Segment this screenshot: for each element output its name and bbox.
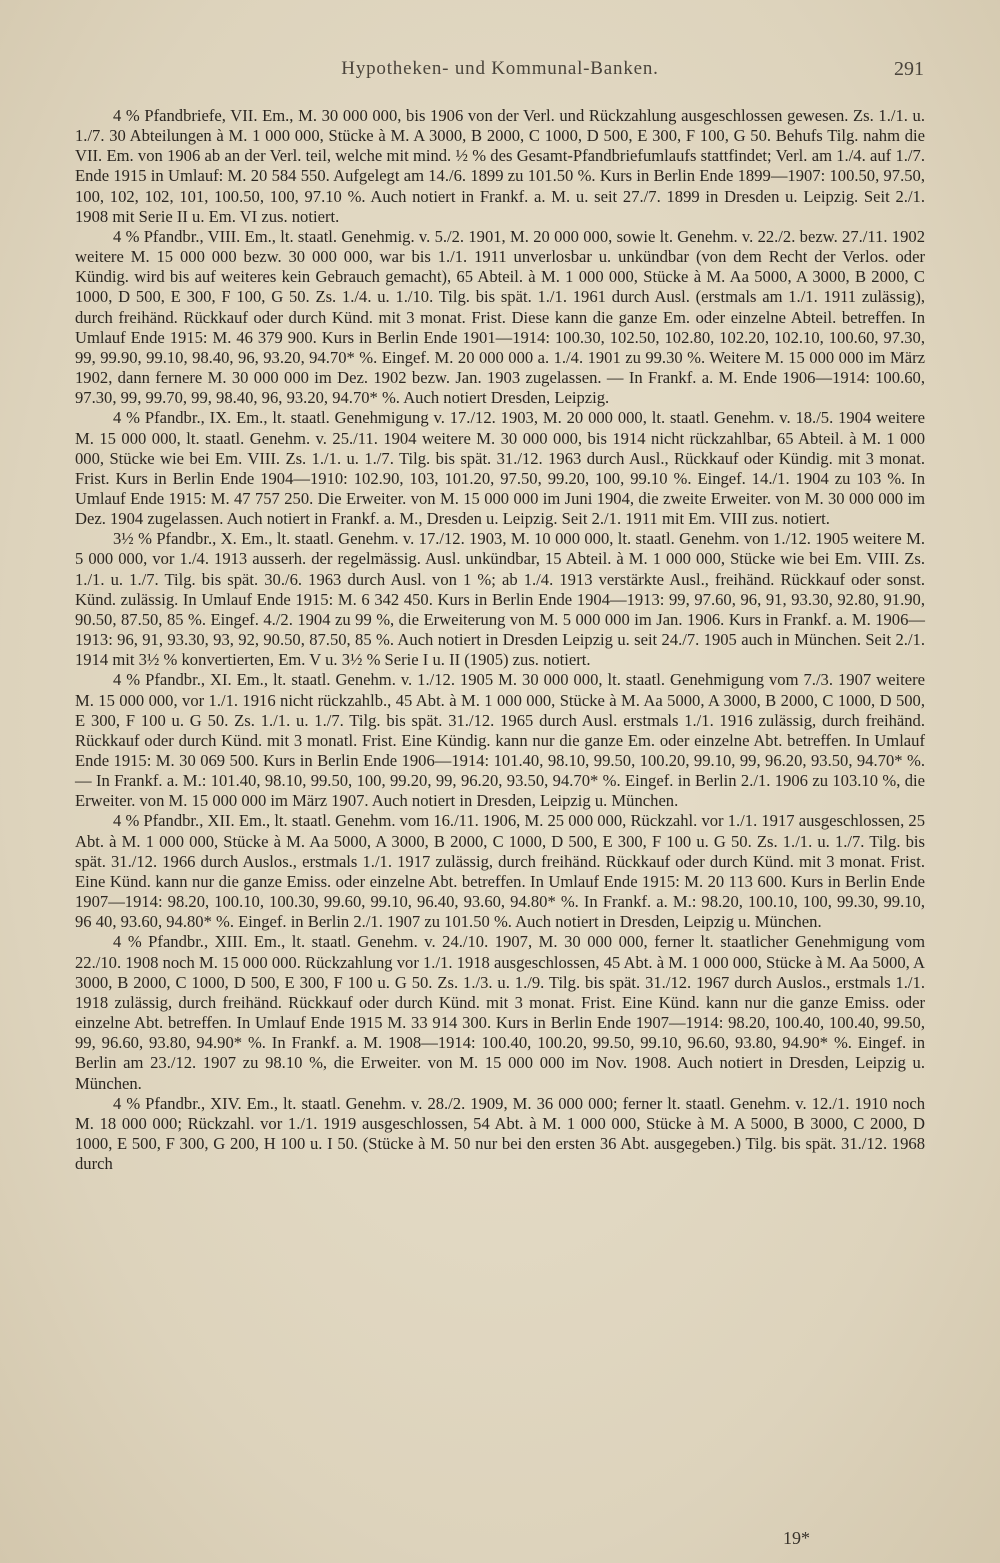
- paragraph-em-xiv: 4 % Pfandbr., XIV. Em., lt. staatl. Genehm. v. 28./2. 1909, M. 36 000 000; ferner lt. staatl. Genehm. v. 12./1. 1910 noch M. 18 000 000; Rückzahl. vor 1./1. 1919 ausgeschlossen, 54 Abt. à M. 1 000 000, Stücke à M. A 5000, B 3000, C 2000, D 1000, E 500, F 300, G 200, H 100 u. I 50. (Stücke à M. 50 nur bei den ersten 36 Abt. ausgegeben.) Tilg. bis spät. 31./12. 1968 durch: [75, 1093, 925, 1174]
- page-title: Hypotheken- und Kommunal-Banken.: [341, 58, 659, 79]
- paragraph-em-x: 3½ % Pfandbr., X. Em., lt. staatl. Genehm. v. 17./12. 1903, M. 10 000 000, lt. staatl. Genehm. von 1./12. 1905 weitere M. 5 000 000, vor 1./4. 1913 ausserh. der regelmässig. Ausl. unkündbar, 15 Abteil. à M. 1 000 000, Stücke wie bei Em. VIII. Zs. 1./1. u. 1./7. Tilg. bis spät. 30./6. 1963 durch Ausl. von 1 %; ab 1./4. 1913 verstärkte Ausl., freihänd. Rückkauf oder sonst. Künd. zulässig. In Umlauf Ende 1915: M. 6 342 450. Kurs in Berlin Ende 1904—1913: 99, 97.60, 96, 91, 93.30, 92.80, 91.90, 90.50, 87.50, 85 %. Eingef. 4./2. 1904 zu 99 %, die Erweiterung von M. 5 000 000 im Jan. 1906. Kurs in Frankf. a. M. 1906—1913: 96, 91, 93.30, 93, 92, 90.50, 87.50, 85 %. Auch notiert in Dresden Leipzig u. seit 24./7. 1905 auch in München. Seit 2./1. 1914 mit 3½ % konvertierten, Em. V u. 3½ % Serie I u. II (1905) zus. notiert.: [75, 529, 925, 670]
- paragraph-em-xiii: 4 % Pfandbr., XIII. Em., lt. staatl. Genehm. v. 24./10. 1907, M. 30 000 000, ferner lt. staatlicher Genehmigung vom 22./10. 1908 noch M. 15 000 000. Rückzahlung vor 1./1. 1918 ausgeschlossen, 45 Abt. à M. 1 000 000, Stücke à M. Aa 5000, A 3000, B 2000, C 1000, D 500, E 300, F 100 u. G 50. Zs. 1./3. u. 1./9. Tilg. bis spät. 31./12. 1967 durch Auslos., erstmals 1./1. 1918 zulässig, durch freihänd. Rückkauf oder durch Künd. mit 3 monat. Frist. Eine Künd. kann nur die ganze Emiss. oder einzelne Abt. betreffen. In Umlauf Ende 1915 M. 33 914 300. Kurs in Berlin Ende 1907—1914: 98.20, 100.40, 100.40, 99.50, 99, 96.60, 93.80, 94.90* %. In Frankf. a. M. 1908—1914: 100.40, 100.20, 99.50, 99.10, 96.60, 93.80, 94.90* %. Eingef. in Berlin am 23./12. 1907 zu 98.10 %, die Erweiter. von M. 15 000 000 im Nov. 1908. Auch notiert in Dresden, Leipzig u. München.: [75, 932, 925, 1093]
- paragraph-em-ix: 4 % Pfandbr., IX. Em., lt. staatl. Genehmigung v. 17./12. 1903, M. 20 000 000, lt. staatl. Genehm. v. 18./5. 1904 weitere M. 15 000 000, lt. staatl. Genehm. v. 25./11. 1904 weitere M. 30 000 000, bis 1914 nicht rückzahlbar, 65 Abteil. à M. 1 000 000, Stücke wie bei Em. VIII. Zs. 1./1. u. 1./7. Tilg. bis spät. 31./12. 1963 durch Ausl., Rückkauf oder Kündig. mit 3 monat. Frist. Kurs in Berlin Ende 1904—1910: 102.90, 103, 101.20, 97.50, 99.20, 100, 99.10 %. Eingef. 14./1. 1904 zu 103 %. In Umlauf Ende 1915: M. 47 757 250. Die Erweiter. von M. 15 000 000 im Juni 1904, die zweite Erweiter. von M. 30 000 000 im Dez. 1904 zugelassen. Auch notiert in Frankf. a. M., Dresden u. Leipzig. Seit 2./1. 1911 mit Em. VIII zus. notiert.: [75, 408, 925, 529]
- paragraph-em-viii: 4 % Pfandbr., VIII. Em., lt. staatl. Genehmig. v. 5./2. 1901, M. 20 000 000, sowie lt. Genehm. v. 22./2. bezw. 27./11. 1902 weitere M. 15 000 000 bezw. 30 000 000, war bis 1./1. 1911 unverlosbar u. unkündbar (von dem Recht der Verlos. oder Kündig. wird bis auf weiteres kein Gebrauch gemacht), 65 Abteil. à M. 1 000 000, Stücke à M. Aa 5000, A 3000, B 2000, C 1000, D 500, E 300, F 100, G 50. Zs. 1./4. u. 1./10. Tilg. bis spät. 1./1. 1961 durch Ausl. (erstmals am 1./1. 1911 zulässig), durch freihänd. Rückkauf oder durch Künd. mit 3 monat. Frist. Diese kann die ganze Em. oder einzelne Abteil. betreffen. In Umlauf Ende 1915: M. 46 379 900. Kurs in Berlin Ende 1901—1914: 100.30, 102.50, 102.80, 102.20, 102.10, 100.60, 97.30, 99, 99.90, 99.10, 98.40, 96, 93.20, 94.70* %. Eingef. M. 20 000 000 a. 1./4. 1901 zu 99.30 %. Weitere M. 15 000 000 im März 1902, dann fernere M. 30 000 000 im Dez. 1902 bezw. Jan. 1903 zugelassen. — In Frankf. a. M. Ende 1906—1914: 100.60, 97.30, 99, 99.70, 99, 98.40, 96, 93.20, 94.70* %. Auch notiert Dresden, Leipzig.: [75, 226, 925, 408]
- page-number: 291: [894, 58, 924, 80]
- signature-mark: 19*: [783, 1528, 810, 1548]
- running-header: [0, 58, 1000, 84]
- paragraph-em-vii: 4 % Pfandbriefe, VII. Em., M. 30 000 000, bis 1906 von der Verl. und Rückzahlung ausgeschlossen gewesen. Zs. 1./1. u. 1./7. 30 Abteilungen à M. 1 000 000, Stücke à M. A 3000, B 2000, C 1000, D 500, E 300, F 100, G 50. Behufs Tilg. nahm die VII. Em. von 1906 ab an der Verl. teil, welche mit mind. ½ % des Gesamt-Pfandbriefumlaufs stattfindet; Verl. am 1./4. auf 1./7. Ende 1915 in Umlauf: M. 20 584 550. Aufgelegt am 14./6. 1899 zu 101.50 %. Kurs in Berlin Ende 1899—1907: 100.50, 97.50, 100, 102, 102, 101, 100.50, 100, 97.10 %. Auch notiert in Frankf. a. M. u. seit 27./7. 1899 in Dresden u. Leipzig. Seit 2./1. 1908 mit Serie II u. Em. VI zus. notiert.: [75, 106, 925, 226]
- paragraph-em-xi: 4 % Pfandbr., XI. Em., lt. staatl. Genehm. v. 1./12. 1905 M. 30 000 000, lt. staatl. Genehmigung vom 7./3. 1907 weitere M. 15 000 000, vor 1./1. 1916 nicht rückzahlb., 45 Abt. à M. 1 000 000, Stücke à M. Aa 5000, A 3000, B 2000, C 1000, D 500, E 300, F 100 u. G 50. Zs. 1./1. u. 1./7. Tilg. bis spät. 31./12. 1965 durch Ausl. erstmals 1./1. 1916 zulässig, durch freihänd. Rückkauf oder durch Künd. mit 3 monatl. Frist. Eine Kündig. kann nur die ganze Em. oder einzelne Abt. betreffen. In Umlauf Ende 1915: M. 30 069 500. Kurs in Berlin Ende 1906—1914: 101.40, 98.10, 99.50, 100.20, 99.10, 99, 96.20, 93.50, 94.70* %. — In Frankf. a. M.: 101.40, 98.10, 99.50, 100, 99.20, 99, 96.20, 93.50, 94.70* %. Eingef. in Berlin 2./1. 1906 zu 103.10 %, die Erweiter. von M. 15 000 000 im März 1907. Auch notiert in Dresden, Leipzig u. München.: [75, 670, 925, 811]
- body-text: [75, 106, 925, 1174]
- paragraph-em-xii: 4 % Pfandbr., XII. Em., lt. staatl. Genehm. vom 16./11. 1906, M. 25 000 000, Rückzahl. vor 1./1. 1917 ausgeschlossen, 25 Abt. à M. 1 000 000, Stücke à M. Aa 5000, A 3000, B 2000, C 1000, D 500, E 300, F 100 u. G 50. Zs. 1./1. u. 1./7. Tilg. bis spät. 31./12. 1966 durch Auslos., erstmals 1./1. 1917 zulässig, durch freihänd. Rückkauf oder durch Künd. mit 3 monat. Frist. Eine Künd. kann nur die ganze Emiss. oder einzelne Abt. betreffen. In Umlauf Ende 1915: M. 20 113 600. Kurs in Berlin Ende 1907—1914: 98.20, 100.10, 100.30, 99.60, 99.10, 96.40, 93.60, 94.80* %. In Frankf. a. M.: 98.20, 100.10, 100, 99.30, 99.10, 96 40, 93.60, 94.80* %. Eingef. in Berlin 2./1. 1907 zu 101.50 %. Auch notiert in Dresden, Leipzig u. München.: [75, 811, 925, 932]
